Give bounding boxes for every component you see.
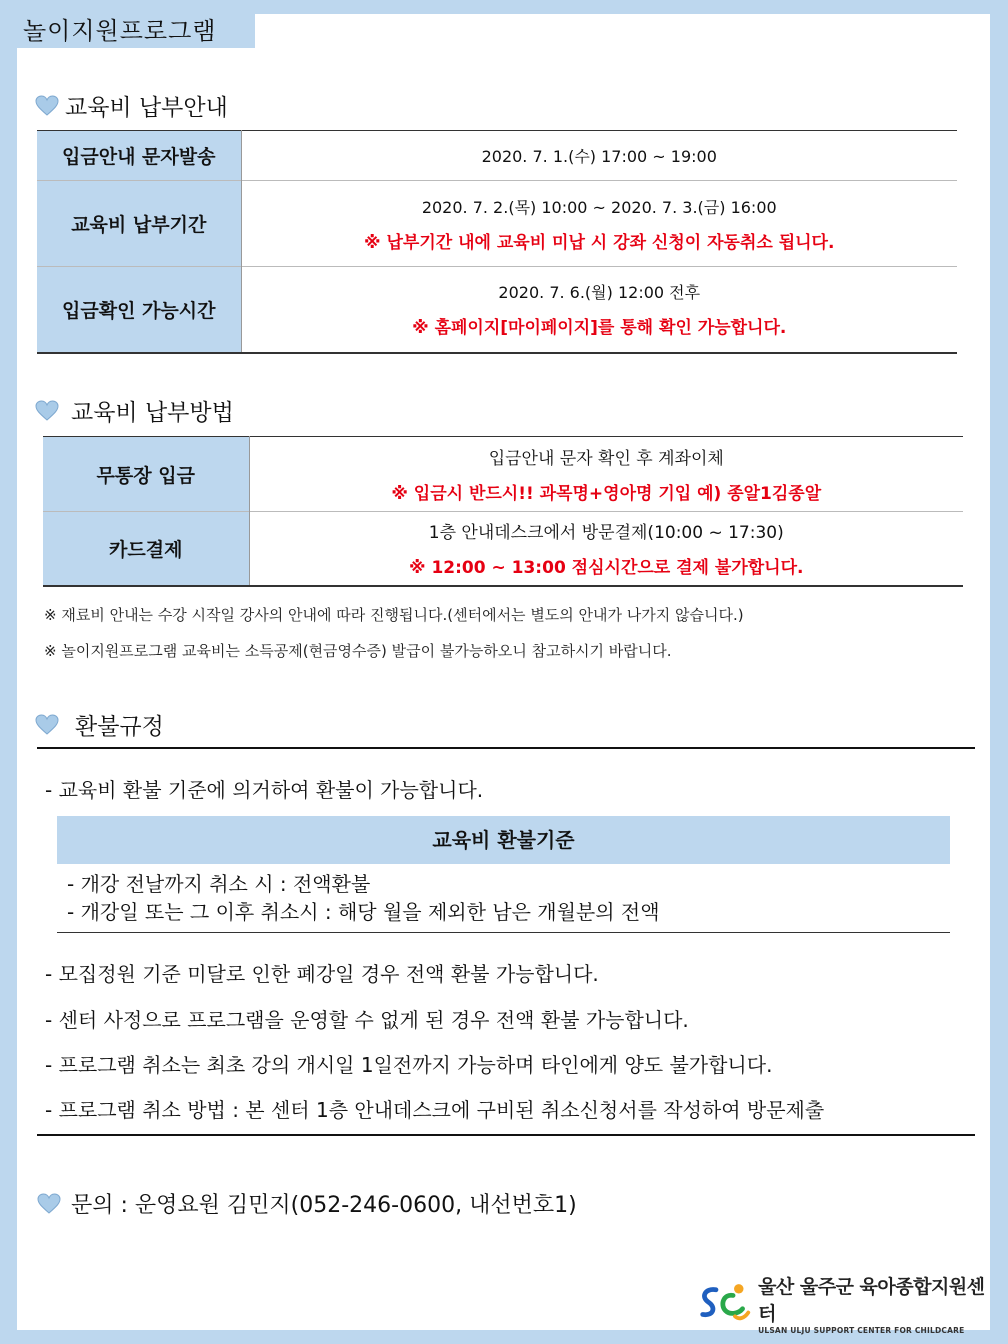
divider [57, 932, 950, 933]
row-label: 입금확인 가능시간 [37, 267, 241, 353]
row-label: 카드결제 [43, 512, 249, 586]
heart-icon [35, 95, 59, 117]
row-value: 2020. 7. 1.(수) 17:00 ~ 19:00 [481, 147, 717, 166]
row-label: 교육비 납부기간 [37, 181, 241, 267]
heart-icon [37, 1193, 61, 1215]
refund-criteria-line: - 개강 전날까지 취소 시 : 전액환불 [67, 872, 371, 896]
payment-method-table [43, 436, 963, 587]
note-materials: ※ 재료비 안내는 수강 시작일 강사의 안내에 따라 진행됩니다.(센터에서는 별도의 안내가 나가지 않습니다.) [44, 606, 744, 624]
heart-icon [35, 714, 59, 736]
refund-criteria-line: - 개강일 또는 그 이후 취소시 : 해당 월을 제외한 남은 개월분의 전액 [67, 900, 660, 924]
refund-item: - 프로그램 취소 방법 : 본 센터 1층 안내데스크에 구비된 취소신청서를 작성하여 방문제출 [45, 1098, 825, 1122]
logo-name-en: ULSAN ULJU SUPPORT CENTER FOR CHILDCARE [758, 1326, 965, 1335]
document-page [17, 14, 990, 1335]
divider [37, 747, 975, 749]
contact-info: 문의 : 운영요원 김민지(052-246-0600, 내선번호1) [37, 1188, 577, 1219]
section-heading-payment-guide: 교육비 납부안내 [35, 89, 228, 122]
row-value: 2020. 7. 6.(월) 12:00 전후 [498, 283, 701, 303]
refund-criteria-title: 교육비 환불기준 [57, 816, 950, 864]
row-value: 2020. 7. 2.(목) 10:00 ~ 2020. 7. 3.(금) 16:00 [421, 197, 777, 217]
section-heading-refund: 환불규정 [35, 708, 164, 741]
page-title: 놀이지원프로그램 [17, 14, 255, 48]
row-warning: ※ 홈페이지[마이페이지]를 통해 확인 가능합니다. [412, 318, 787, 339]
table-row [43, 437, 963, 512]
divider [37, 1134, 975, 1136]
row-value: 입금안내 문자 확인 후 계좌이체 [488, 449, 724, 469]
logo-icon [697, 1281, 752, 1327]
note-tax: ※ 놀이지원프로그램 교육비는 소득공제(현금영수증) 발급이 불가능하오니 참고하시기 바랍니다. [44, 642, 672, 660]
row-label: 무통장 입금 [43, 437, 249, 512]
row-warning: ※ 12:00 ~ 13:00 점심시간으로 결제 불가합니다. [409, 558, 804, 579]
heart-icon [35, 400, 59, 422]
refund-criteria-box [57, 816, 950, 933]
table-row [43, 512, 963, 586]
refund-item: - 센터 사정으로 프로그램을 운영할 수 없게 된 경우 전액 환불 가능합니다. [45, 1008, 689, 1032]
row-value: 1층 안내데스크에서 방문결제(10:00 ~ 17:30) [428, 523, 784, 544]
row-warning: ※ 입금시 반드시!! 과목명+영아명 기입 예) 종알1김종알 [391, 484, 822, 504]
row-warning: ※ 납부기간 내에 교육비 미납 시 강좌 신청이 자동취소 됩니다. [364, 232, 835, 253]
row-label: 입금안내 문자발송 [37, 131, 241, 181]
section-heading-payment-method: 교육비 납부방법 [35, 394, 234, 427]
refund-item: - 프로그램 취소는 최초 강의 개시일 1일전까지 가능하며 타인에게 양도 불가합니다. [45, 1053, 773, 1077]
table-row [37, 131, 957, 181]
payment-guide-table [37, 130, 957, 354]
table-row [37, 181, 957, 267]
center-logo [697, 1272, 990, 1335]
refund-intro: - 교육비 환불 기준에 의거하여 환불이 가능합니다. [45, 778, 484, 802]
logo-name-ko: 울산 울주군 육아종합지원센터 [758, 1276, 985, 1325]
refund-item: - 모집정원 기준 미달로 인한 폐강일 경우 전액 환불 가능합니다. [45, 962, 599, 986]
table-row [37, 267, 957, 353]
